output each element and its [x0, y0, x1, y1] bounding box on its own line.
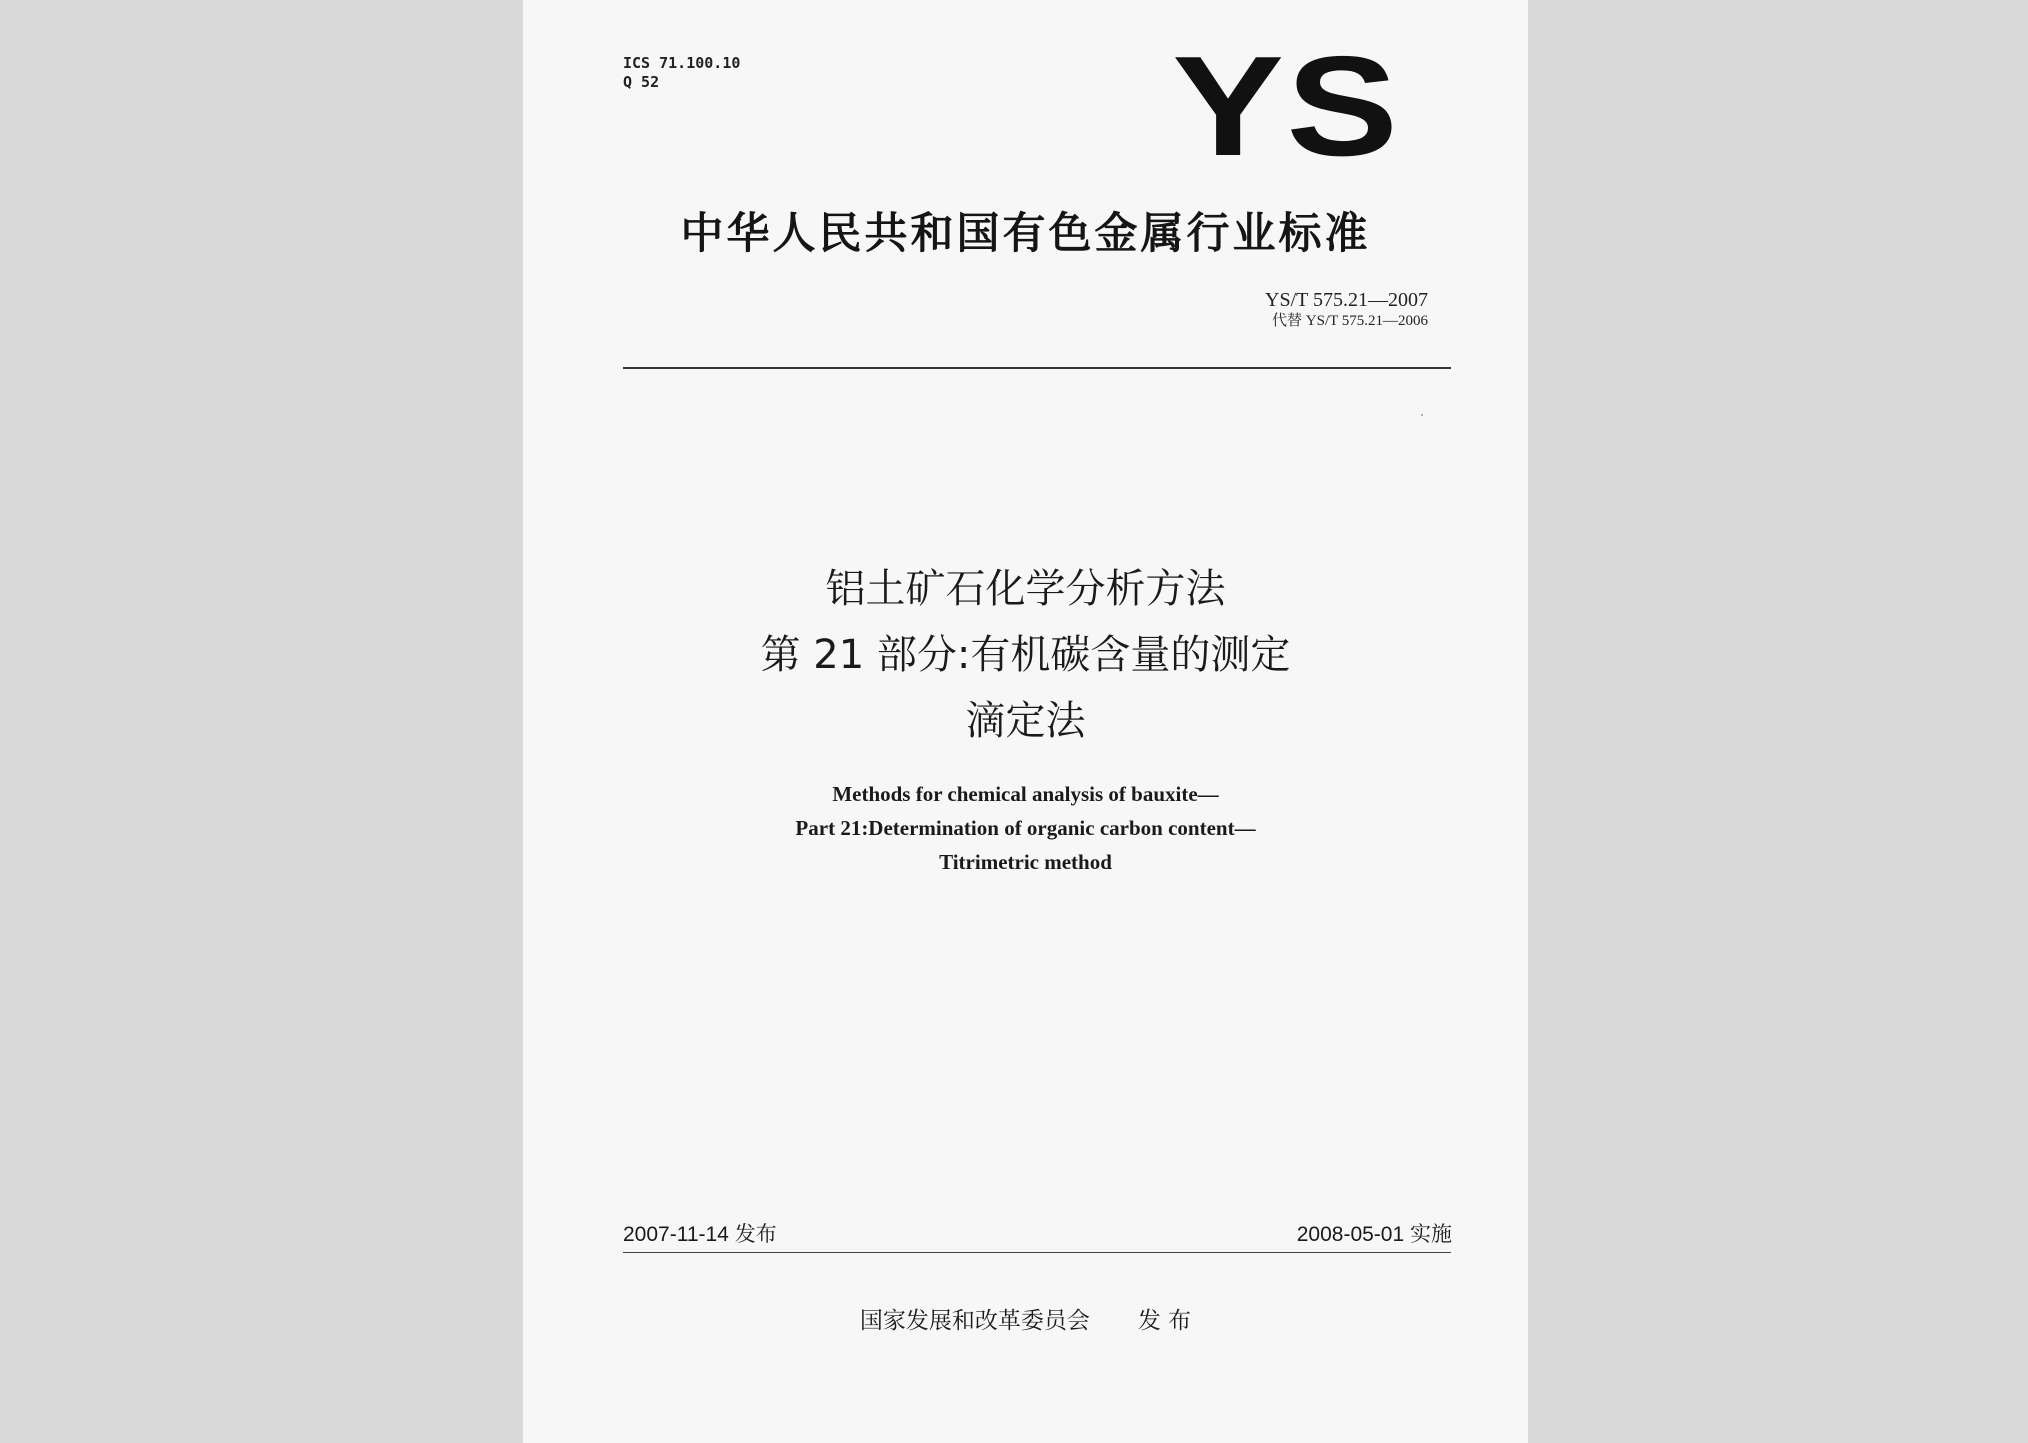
ccs-code: Q 52: [623, 73, 660, 91]
title-cn-line-2: 第 21 部分:有机碳含量的测定: [760, 632, 1291, 678]
title-en-line-1: Methods for chemical analysis of bauxite—: [832, 782, 1219, 806]
organization-title: 中华人民共和国有色金属行业标准: [680, 209, 1371, 259]
issue-date: 2007-11-14 发布: [623, 1223, 777, 1246]
publish-label: 发 布: [1137, 1308, 1192, 1334]
document-page: [523, 0, 1528, 1443]
title-cn-line-1: 铝土矿石化学分析方法: [825, 566, 1226, 612]
title-chinese: [523, 556, 1528, 754]
classification-codes: [623, 54, 740, 92]
publisher-name: 国家发展和改革委员会: [859, 1308, 1090, 1334]
standard-code-block: [1265, 288, 1428, 330]
scan-speck: [1421, 414, 1423, 416]
header-divider: [623, 367, 1451, 369]
standard-number: YS/T 575.21—2007: [1265, 289, 1428, 311]
title-cn-line-3: 滴定法: [965, 698, 1086, 744]
title-en-line-3: Titrimetric method: [939, 850, 1112, 874]
footer-divider: [623, 1252, 1451, 1253]
title-english: [523, 777, 1528, 879]
implement-date: 2008-05-01 实施: [1296, 1223, 1452, 1246]
title-en-line-2: Part 21:Determination of organic carbon content—: [795, 816, 1256, 840]
ics-code: ICS 71.100.10: [623, 54, 741, 72]
ys-logo: YS: [1171, 27, 1400, 186]
replaces-standard: 代替 YS/T 575.21—2006: [1272, 313, 1428, 329]
publisher-line: [523, 1302, 1528, 1335]
